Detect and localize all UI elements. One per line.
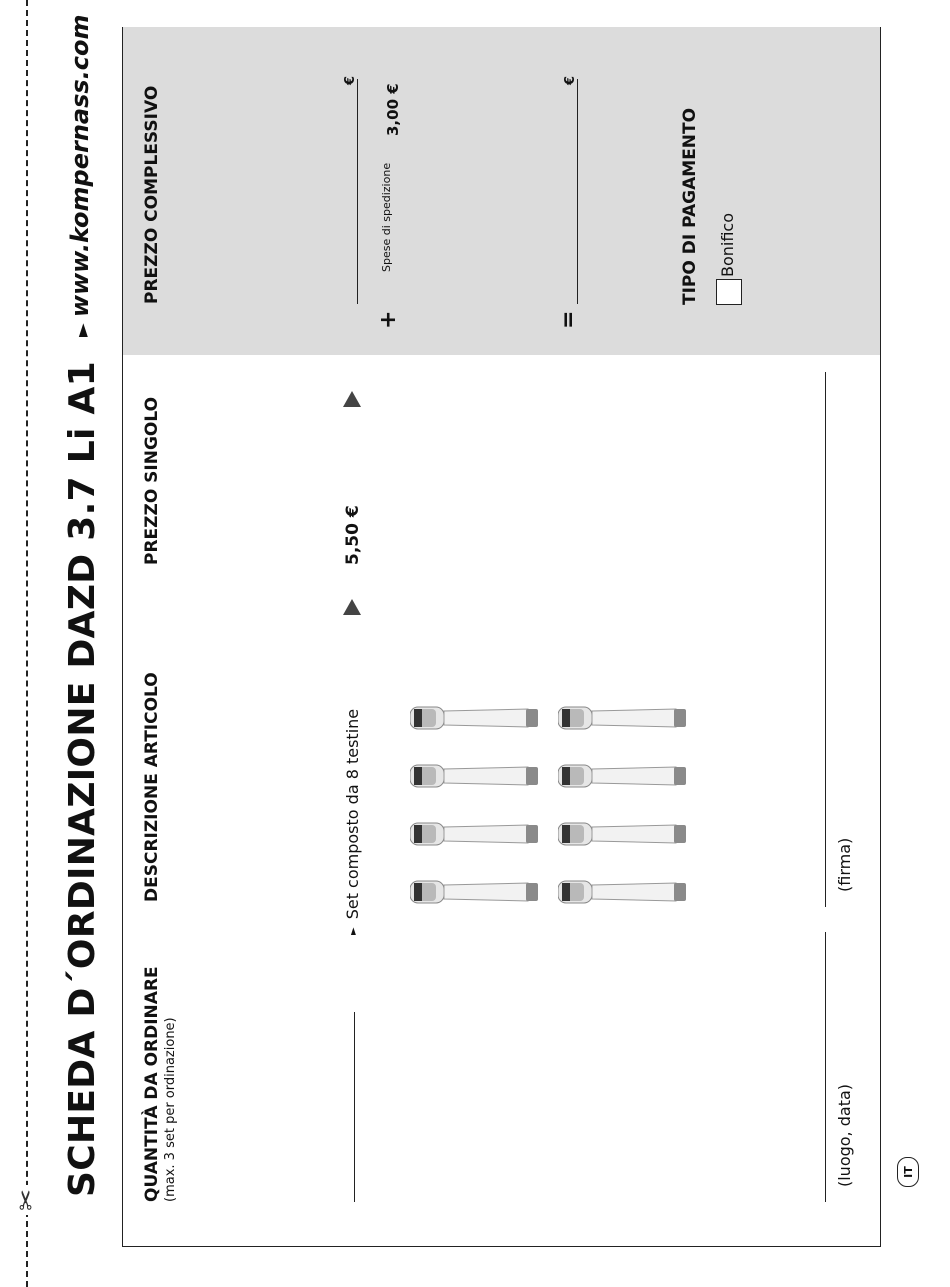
form-title: SCHEDA D´ORDINAZIONE DAZD 3.7 Li A1 — [62, 361, 103, 1197]
grand-total-field[interactable] — [577, 79, 578, 304]
plus-sign: + — [376, 310, 401, 329]
subtotal-field[interactable] — [357, 79, 358, 304]
left-divider — [122, 1246, 880, 1247]
brush-head-icon — [558, 701, 688, 735]
unit-price: 5,50 € — [343, 505, 363, 565]
brush-head-icon — [410, 817, 540, 851]
brush-head-icon — [410, 875, 540, 909]
brush-head-icon — [410, 701, 540, 735]
quantity-note: (max. 3 set per ordinazione) — [163, 1017, 178, 1202]
bank-transfer-checkbox[interactable] — [716, 279, 742, 305]
total-price-heading: PREZZO COMPLESSIVO — [142, 85, 162, 304]
brush-heads-image — [410, 699, 690, 909]
place-date-field[interactable] — [825, 932, 826, 1202]
scissors-icon: ✂ — [7, 1185, 47, 1215]
arrow-icon — [343, 391, 361, 407]
language-badge: IT — [897, 1157, 919, 1187]
place-date-label: (luogo, data) — [835, 1083, 854, 1187]
total-price-panel — [123, 27, 880, 355]
signature-field[interactable] — [825, 372, 826, 907]
brush-head-icon — [558, 817, 688, 851]
brush-head-icon — [558, 759, 688, 793]
bottom-divider — [880, 27, 881, 1247]
payment-heading: TIPO DI PAGAMENTO — [680, 107, 700, 305]
bullet-arrow-icon: ► — [348, 927, 359, 935]
subtotal-currency: € — [343, 75, 358, 85]
quantity-field[interactable] — [354, 1012, 355, 1202]
equals-sign: = — [556, 310, 581, 329]
quantity-heading: QUANTITÀ DA ORDINARE — [142, 966, 162, 1202]
signature-label: (firma) — [835, 837, 854, 892]
article-description-text: Set composto da 8 testine — [343, 708, 362, 920]
website-link[interactable] — [66, 14, 94, 337]
shipping-price: 3,00 € — [384, 83, 402, 136]
description-heading: DESCRIZIONE ARTICOLO — [142, 672, 162, 902]
grand-total-currency: € — [563, 75, 578, 85]
brush-head-icon — [558, 875, 688, 909]
bank-transfer-label: Bonifico — [718, 212, 737, 277]
arrow-icon — [343, 599, 361, 615]
shipping-label: Spese di spedizione — [380, 162, 393, 272]
article-description — [343, 709, 362, 935]
brush-head-icon — [410, 759, 540, 793]
unit-price-heading: PREZZO SINGOLO — [142, 396, 162, 565]
arrow-icon: ► — [72, 323, 93, 337]
website-text: www.kompernass.com — [66, 14, 94, 318]
